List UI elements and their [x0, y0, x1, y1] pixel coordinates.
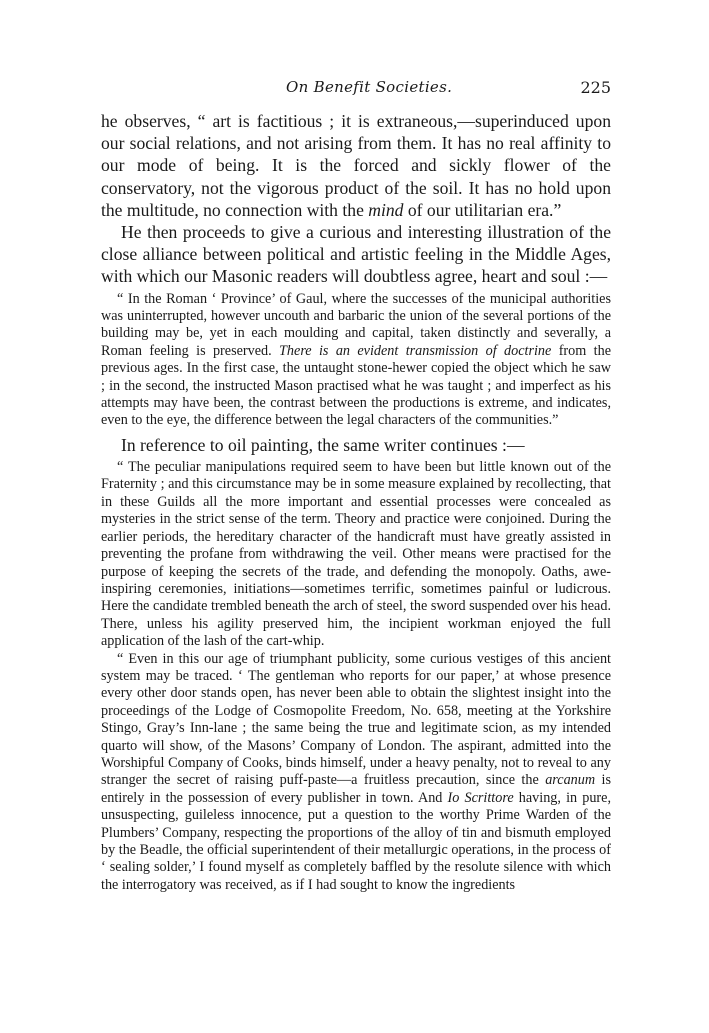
page-number: 225 — [580, 78, 611, 97]
paragraph-text: of our utilitarian era.” — [403, 199, 562, 220]
paragraph: He then proceeds to give a curious and interesting illustration of the close alliance between political and artistic feeling in the Middle Ages, with which our Masonic readers will doubtless agree, heart and soul :— — [101, 222, 611, 287]
document-page — [101, 78, 611, 898]
running-head — [101, 78, 611, 100]
quote-text: is entirely in the possession of every publisher in town. And — [101, 772, 612, 806]
quote-paragraph — [101, 291, 611, 430]
body-text — [101, 110, 611, 894]
paragraph-continuation — [101, 110, 611, 221]
paragraph-text: he observes, “ art is factitious ; it is extraneous,—superinduced upon our social relations, and not arising from them. It has no real affinity to our mode of being. It is the forced and sickly flower of the conservatory, not the vigorous product of the soil. It has no hold upon the multitude, no connection with the — [101, 111, 611, 220]
running-title: On Benefit Societies. — [286, 78, 453, 96]
quote-text: “ In the Roman ‘ Province’ of Gaul, where the successes of the municipal authorities was uninterrupted, however uncouth and barbaric the union of the several portions of the building may be, yet in each moulding and capital, taken distinctly and severally, a Roman feeling is preserved. — [101, 290, 611, 359]
block-quote — [101, 291, 611, 430]
quote-italic: There is an evident transmission of doctrine — [279, 342, 552, 359]
quote-text: “ Even in this our age of triumphant publicity, some curious vestiges of this ancient system may be traced. ‘ The gentleman who reports for our paper,’ at whose presence every other door stands open, has never been able to obtain the slightest insight into the proceedings of the Lodge of Cosmopolite Freedom, No. 658, meeting at the Yorkshire Stingo, Gray’s Inn-lane ; the same being the true and legitimate scion, as my intended quarto will show, of the Masons’ Company of London. The aspirant, admitted into the Worshipful Company of Cooks, binds himself, under a heavy penalty, not to reveal to any stranger the secret of raising puff-paste—a fruitless precaution, since the — [101, 650, 611, 789]
quote-paragraph — [101, 651, 611, 895]
quote-italic: Io Scrittore — [447, 789, 514, 806]
quote-text: having, in pure, unsuspecting, guileless innocence, put a question to the worthy Prime Warden of the Plumbers’ Company, respecting the proportions of the alloy of tin and bismuth employed by the Beadle, the official superintendent of their metallurgic operations, in the process of ‘ sealing solder,’ I found myself as completely baffled by the resolute silence with which the interrogatory was received, as if I had sought to know the ingredients — [101, 789, 611, 893]
paragraph: In reference to oil painting, the same writer continues :— — [121, 434, 525, 455]
paragraph-italic: mind — [368, 199, 404, 220]
quote-text: from the previous ages. In the first case, the untaught stone-hewer copied the object which he saw ; in the second, the instructed Mason practised what he was taught ; and imperfect as his attempts may have been, the contrast between the productions is extreme, and indicates, even to the eye, the difference between the legal characters of the communities.” — [101, 342, 611, 429]
quote-italic: arcanum — [545, 772, 596, 789]
quote-paragraph: “ The peculiar manipulations required seem to have been but little known out of the Fraternity ; and this circumstance may be in some measure explained by recollecting, that in these Guilds all the more important and essential processes were concealed as mysteries in the strict sense of the term. Theory and practice were conjoined. During the earlier periods, the hereditary character of the handicraft must have greatly assisted in preventing the profane from withdrawing the veil. Other means were practised for the purpose of keeping the secrets of the trade, and defending the monopoly. Oaths, awe-inspiring ceremonies, initiations—sometimes terrific, sometimes painful or ludicrous. Here the candidate trembled beneath the arch of steel, the sword suspended over his head. There, unless his agility preserved him, the incipient workman enjoyed the full application of the lash of the cart-whip. — [101, 459, 611, 650]
block-quote — [101, 459, 611, 894]
